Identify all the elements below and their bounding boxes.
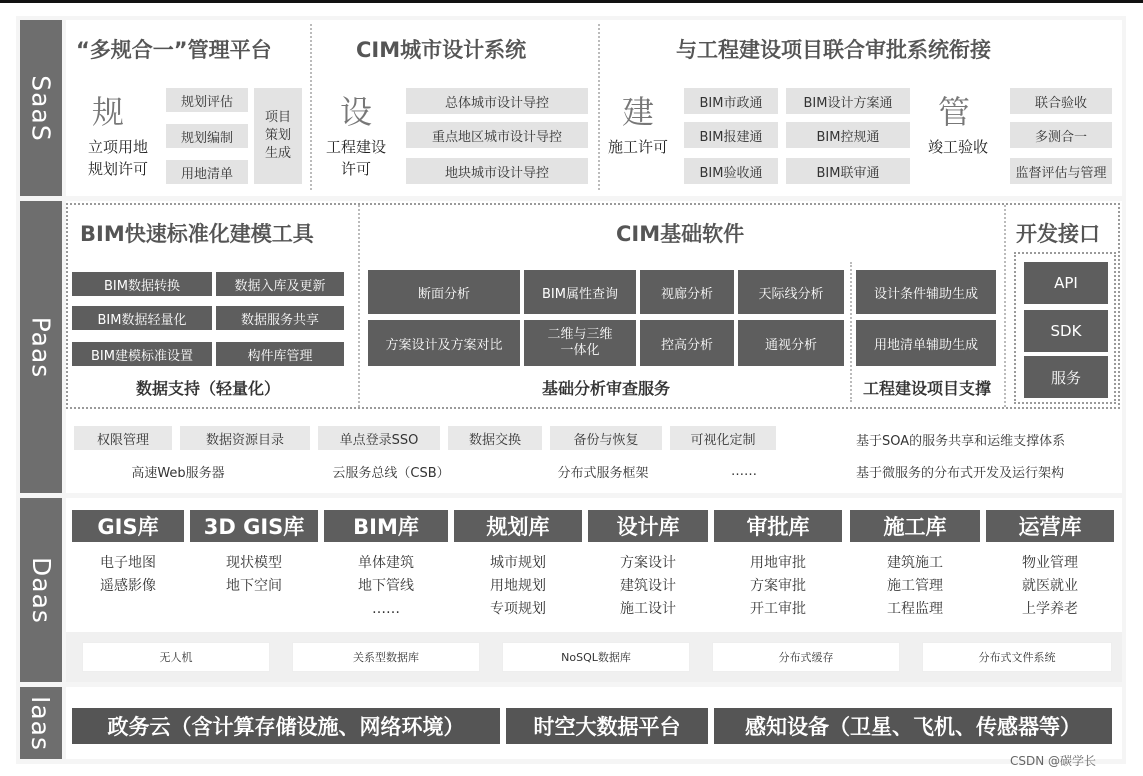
cim-analysis-button[interactable]: 二维与三维 一体化 (524, 320, 636, 366)
library-item: 建筑设计 (620, 578, 676, 594)
library-items (454, 552, 582, 621)
plan-char-icon: 规 (91, 93, 124, 131)
library-header[interactable]: BIM库 (324, 510, 448, 542)
cim-analysis-button[interactable]: 视廊分析 (640, 270, 734, 314)
library-item: 方案审批 (750, 578, 806, 594)
saas-item[interactable]: 重点地区城市设计导控 (406, 122, 588, 148)
top-border (0, 0, 1143, 3)
library-item: 开工审批 (750, 601, 806, 617)
saas-grid-item[interactable]: BIM控规通 (786, 122, 910, 148)
cim-analysis-button[interactable]: BIM属性查询 (524, 270, 636, 314)
saas-grid-item[interactable]: BIM联审通 (786, 158, 910, 184)
cim-analysis-button[interactable]: 断面分析 (368, 270, 520, 314)
cim-analysis-button[interactable]: 通视分析 (738, 320, 844, 366)
library-items (190, 552, 318, 598)
bim-tool-button[interactable]: BIM建模标准设置 (72, 342, 212, 366)
library-header[interactable]: 设计库 (588, 510, 708, 542)
service-button[interactable]: 服务 (1024, 356, 1108, 398)
design-char-icon: 设 (339, 93, 372, 131)
library-items (324, 552, 448, 621)
infra-item[interactable]: 分布式服务框架 (500, 458, 706, 484)
library-item: 施工管理 (887, 578, 943, 594)
iaas-item[interactable]: 政务云（含计算存储设施、网络环境） (72, 708, 500, 744)
infra-item[interactable]: 备份与恢复 (550, 426, 662, 450)
infra-item[interactable]: 高速Web服务器 (74, 458, 282, 484)
infra-item[interactable]: 可视化定制 (670, 426, 776, 450)
library-item: 建筑施工 (887, 555, 943, 571)
library-items (72, 552, 184, 598)
library-item: 现状模型 (226, 555, 282, 571)
infra-item[interactable]: 权限管理 (74, 426, 172, 450)
library-items (986, 552, 1114, 621)
library-items (588, 552, 708, 621)
saas-group-title: 与工程建设项目联合审批系统衔接 (676, 38, 991, 62)
saas-caption: 立项用地 规划许可 (87, 138, 148, 178)
iaas-item[interactable]: 时空大数据平台 (506, 708, 708, 744)
support-footer: 工程建设项目支撑 (862, 379, 991, 398)
library-header[interactable]: 规划库 (454, 510, 582, 542)
infra-item[interactable]: 单点登录SSO (318, 426, 440, 450)
watermark: CSDN @碳学长 (1010, 754, 1097, 768)
storage-item[interactable]: 关系型数据库 (292, 642, 480, 672)
cim-analysis-button[interactable]: 方案设计及方案对比 (368, 320, 520, 366)
side-label-iaas: Iaas (20, 687, 62, 759)
storage-item[interactable]: 分布式缓存 (712, 642, 900, 672)
sdk-button[interactable]: SDK (1024, 310, 1108, 352)
saas-item[interactable]: 多测合一 (1010, 122, 1112, 148)
infra-item[interactable]: 数据交换 (448, 426, 542, 450)
side-label-paas: Paas (20, 201, 62, 493)
saas-item[interactable]: 规划编制 (166, 124, 248, 148)
library-item: 遥感影像 (100, 578, 156, 594)
saas-item[interactable]: 用地清单 (166, 160, 248, 184)
saas-grid-item[interactable]: BIM市政通 (684, 88, 778, 114)
infra-note: 基于SOA的服务共享和运维支撑体系 (856, 434, 1066, 449)
library-items (850, 552, 980, 621)
bim-tool-button[interactable]: BIM数据轻量化 (72, 306, 212, 330)
library-item: …… (372, 601, 400, 617)
library-item: 施工设计 (620, 601, 676, 617)
library-item: 用地审批 (750, 555, 806, 571)
saas-caption: 竣工验收 (927, 138, 988, 156)
saas-item[interactable]: 联合验收 (1010, 88, 1112, 114)
library-item: 专项规划 (490, 601, 546, 617)
bim-tool-button[interactable]: 构件库管理 (216, 342, 344, 366)
infra-item[interactable]: …… (712, 458, 776, 484)
storage-item[interactable]: 无人机 (82, 642, 270, 672)
library-item: 单体建筑 (358, 555, 414, 571)
bim-tool-button[interactable]: BIM数据转换 (72, 272, 212, 296)
side-label-saas: SaaS (20, 20, 62, 196)
manage-char-icon: 管 (937, 93, 970, 131)
library-header[interactable]: 审批库 (714, 510, 842, 542)
saas-item[interactable]: 地块城市设计导控 (406, 158, 588, 184)
api-button[interactable]: API (1024, 262, 1108, 304)
bim-tools-title: BIM快速标准化建模工具 (80, 222, 314, 246)
library-items (714, 552, 842, 621)
support-button[interactable]: 用地清单辅助生成 (856, 320, 996, 366)
saas-side-item[interactable]: 项目 策划 生成 (254, 88, 302, 184)
support-button[interactable]: 设计条件辅助生成 (856, 270, 996, 314)
infra-item[interactable]: 云服务总线（CSB） (288, 458, 494, 484)
bim-tool-button[interactable]: 数据入库及更新 (216, 272, 344, 296)
library-item: 上学养老 (1022, 601, 1078, 617)
library-header[interactable]: 运营库 (986, 510, 1114, 542)
library-header[interactable]: 施工库 (850, 510, 980, 542)
library-item: 工程监理 (887, 601, 943, 617)
saas-grid-item[interactable]: BIM报建通 (684, 122, 778, 148)
side-label-daas: Daas (20, 498, 62, 682)
library-header[interactable]: 3D GIS库 (190, 510, 318, 542)
storage-item[interactable]: NoSQL数据库 (502, 642, 690, 672)
library-item: 用地规划 (490, 578, 546, 594)
library-item: 就医就业 (1022, 578, 1078, 594)
library-header[interactable]: GIS库 (72, 510, 184, 542)
saas-caption: 工程建设 许可 (325, 138, 386, 178)
saas-grid-item[interactable]: BIM验收通 (684, 158, 778, 184)
bim-tools-footer: 数据支持（轻量化） (135, 379, 280, 398)
saas-item[interactable]: 监督评估与管理 (1010, 158, 1112, 184)
saas-group-title: “多规合一”管理平台 (76, 38, 272, 62)
cim-analysis-button[interactable]: 天际线分析 (738, 270, 844, 314)
library-item: 地下空间 (226, 578, 282, 594)
paas-divider (358, 205, 360, 407)
saas-caption: 施工许可 (607, 138, 668, 156)
library-item: 方案设计 (620, 555, 676, 571)
cim-analysis-footer: 基础分析审查服务 (541, 379, 670, 398)
library-item: 城市规划 (490, 555, 546, 571)
infra-item[interactable]: 数据资源目录 (180, 426, 310, 450)
paas-divider (1004, 205, 1006, 407)
library-item: 电子地图 (100, 555, 156, 571)
library-item: 物业管理 (1022, 555, 1078, 571)
iaas-item[interactable]: 感知设备（卫星、飞机、传感器等） (714, 708, 1112, 744)
saas-divider (598, 24, 600, 190)
build-char-icon: 建 (621, 93, 654, 131)
saas-grid-item[interactable]: BIM设计方案通 (786, 88, 910, 114)
storage-item[interactable]: 分布式文件系统 (922, 642, 1112, 672)
library-item: 地下管线 (358, 578, 414, 594)
saas-item[interactable]: 规划评估 (166, 88, 248, 112)
bim-tool-button[interactable]: 数据服务共享 (216, 306, 344, 330)
cim-software-title: CIM基础软件 (616, 222, 745, 246)
dev-interface-title: 开发接口 (1016, 222, 1100, 246)
cim-analysis-button[interactable]: 控高分析 (640, 320, 734, 366)
saas-divider (310, 24, 312, 190)
saas-item[interactable]: 总体城市设计导控 (406, 88, 588, 114)
saas-group-title: CIM城市设计系统 (356, 38, 527, 62)
infra-note: 基于微服务的分布式开发及运行架构 (856, 466, 1065, 481)
